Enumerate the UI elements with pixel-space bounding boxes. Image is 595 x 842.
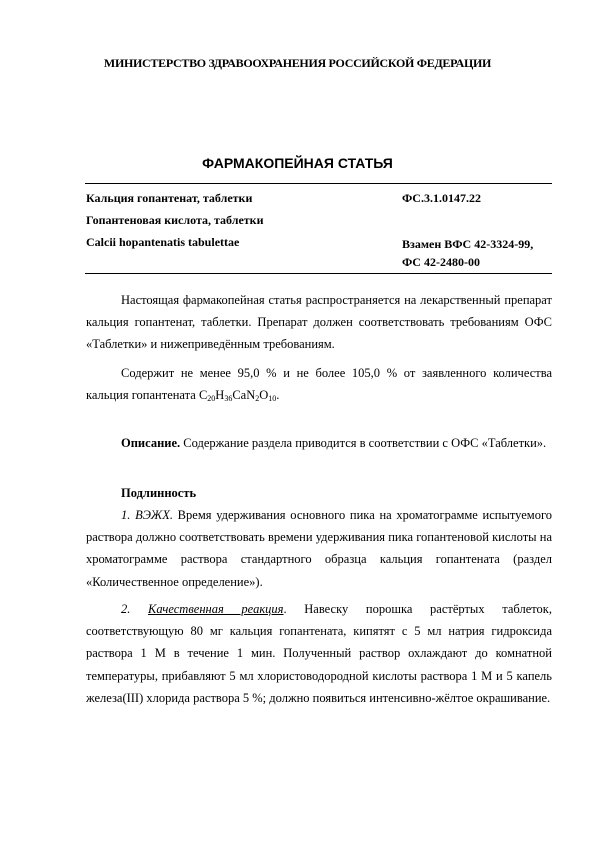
ministry-heading: МИНИСТЕРСТВО ЗДРАВООХРАНЕНИЯ РОССИЙСКОЙ ФЕДЕРАЦИИ (103, 56, 492, 70)
formula-sub-c: 20 (207, 394, 216, 404)
article-code: ФС.3.1.0147.22 (402, 191, 481, 205)
header-divider-bottom (85, 273, 552, 274)
formula-h: H (215, 388, 225, 403)
formula-sub-o: 10 (268, 394, 277, 404)
paragraph-qualitative-reaction (86, 598, 552, 709)
article-name-latin: Calcii hopantenatis tabulettae (86, 235, 240, 249)
reaction-number: 2. (121, 602, 149, 616)
formula-sub-n: 2 (255, 394, 260, 404)
reaction-text: . Навеску порошка растёртых таблеток, соответствующую 80 мг кальция гопантената, кипятят с 5 мл натрия гидроксида раствора 1 М в течение 1 мин. Полученный раствор охлаждают до комнатной температуры, прибавляют 5 мл хлористоводородной кислоты раствора 1 М и 5 капель железа(III) хлорида раствора 5 %; должно появиться интенсивно-жёлтое окрашивание. (86, 602, 552, 705)
paragraph-description (86, 432, 552, 454)
formula-o: O (259, 388, 269, 403)
reaction-label: Качественная реакция (148, 602, 284, 616)
article-replaces: Взамен ВФС 42-3324-99, ФС 42-2480-00 (402, 237, 534, 269)
content-text: Содержит не менее 95,0 % и не более 105,0 % от заявленного количества кальция гопантената C (86, 366, 552, 403)
header-divider-top (85, 183, 552, 184)
formula-can: CaN (232, 388, 256, 403)
section-heading-identity: Подлинность (121, 486, 197, 500)
description-text: Содержание раздела приводится в соответствии с ОФС «Таблетки». (180, 436, 547, 450)
description-label: Описание. (121, 436, 181, 450)
formula-sub-h: 36 (224, 394, 233, 404)
page-title: ФАРМАКОПЕЙНАЯ СТАТЬЯ (202, 155, 393, 171)
paragraph-hplc (86, 504, 552, 593)
article-name-ru-1: Кальция гопантенат, таблетки (86, 191, 253, 205)
paragraph-content (86, 362, 552, 406)
paragraph-scope: Настоящая фармакопейная статья распространяется на лекарственный препарат кальция гопантенат, таблетки. Препарат должен соответствовать требованиям ОФС «Таблетки» и нижеприведённым требованиям. (86, 293, 552, 352)
article-name-ru-2: Гопантеновая кислота, таблетки (86, 213, 264, 227)
hplc-text: Время удерживания основного пика на хроматограмме испытуемого раствора должно соответствовать времени удерживания пика гопантеновой кислоты на хроматограмме раствора стандартного образца кальция гопантената (раздел «Количественное определение»). (86, 508, 553, 589)
formula-end: . (276, 388, 280, 403)
hplc-label: 1. ВЭЖХ. (121, 508, 173, 522)
